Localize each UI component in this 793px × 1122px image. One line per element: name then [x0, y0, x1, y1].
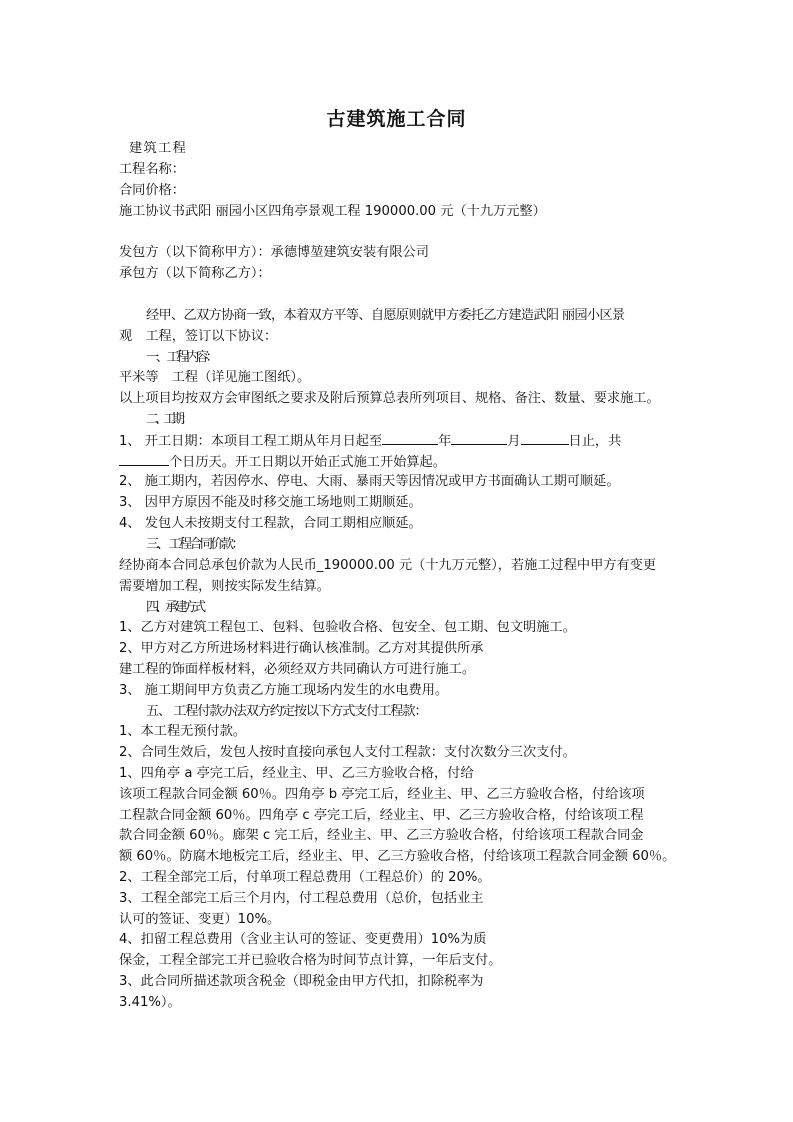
contract-price-label: 合同价格：	[119, 183, 185, 198]
section-1-line-1: 平米等 工程（详见施工图纸）。	[119, 370, 311, 385]
payment-line-4: 款合同金额 60％。廊架 c 完工后，经业主、甲、乙三方验收合格，付给该项工程款合同金	[119, 828, 644, 843]
intro-line-1: 经甲、乙双方协商一致，本着双方平等、自愿原则就甲方委托乙方建造武阳 丽园小区景	[146, 308, 625, 323]
section-3-heading: 三、 工程合同价款：	[146, 537, 242, 552]
section-2-item-1	[119, 431, 679, 452]
payment-line-3: 工程款合同金额 60％。四角亭 c 亭完工后，经业主、甲、乙三方验收合格，付给该项工程	[119, 808, 644, 823]
section-4-item-2b: 建工程的饰面样板材料，必须经双方共同确认方可进行施工。	[119, 662, 476, 677]
section-5-item-1: 1、本工程无预付款。	[119, 724, 247, 739]
section-5-item-3b: 认可的签证、变更）10%。	[119, 912, 281, 927]
document-title: 古建筑施工合同	[326, 108, 467, 130]
section-5-item-5b: 3.41%）。	[119, 995, 181, 1010]
item-1-text-e: 个日历天。开工日期以开始正式施工开始算起。	[169, 455, 446, 470]
agreement-line: 施工协议书武阳 丽园小区四角亭景观工程 190000.00 元（十九万元整）	[119, 204, 546, 219]
party-a-line: 发包方（以下简称甲方）：承德博堃建筑安装有限公司	[119, 245, 429, 260]
blank-underline	[119, 452, 169, 466]
section-2-item-4: 4、 发包人未按期支付工程款，合同工期相应顺延。	[119, 516, 422, 531]
section-5-item-3a: 3、工程全部完工后三个月内，付工程总费用（总价，包括业主	[119, 891, 484, 906]
section-5-heading: 五、 工程付款办法双方约定按以下方式支付工程款：	[146, 704, 427, 719]
section-3-line-1: 经协商本合同总承包价款为人民币_190000.00 元（十九万元整），若施工过程中甲方有变更	[119, 558, 657, 573]
section-2-item-3: 3、 因甲方原因不能及时移交施工场地则工期顺延。	[119, 495, 422, 510]
section-4-item-1: 1、乙方对建筑工程包工、包料、包验收合格、包安全、包工期、包文明施工。	[119, 620, 576, 635]
section-3-line-2: 需要增加工程，则按实际发生结算。	[119, 579, 330, 594]
section-2-heading: 二、 工期：	[146, 412, 190, 427]
section-4-item-2a: 2、甲方对乙方所进场材料进行确认核准制。乙方对其提供所承	[119, 641, 484, 656]
section-5-item-2: 2、合同生效后，发包人按时直接向承包人支付工程款：支付次数分三次支付。	[119, 745, 576, 760]
section-1-heading: 一、 工程内容：	[146, 350, 216, 365]
item-1-text-a: 1、 开工日期：本项目工程工期从年月日起至	[119, 434, 383, 449]
section-4-item-3: 3、 施工期间甲方负责乙方施工现场内发生的水电费用。	[119, 683, 449, 698]
section-4-heading: 四、 承建方式	[146, 600, 203, 615]
blank-underline	[451, 431, 507, 445]
section-5-item-2b: 2、工程全部完工后，付单项工程总费用（工程总价）的 20%。	[119, 870, 491, 885]
section-5-item-4a: 4、扣留工程总费用（含业主认可的签证、变更费用）10%为质	[119, 932, 487, 947]
party-b-line: 承包方（以下简称乙方）：	[119, 266, 271, 281]
item-1-text-b: 年	[438, 434, 452, 449]
blank-underline	[521, 431, 569, 445]
section-2-item-2: 2、 施工期内，若因停水、停电、大雨、暴雨天等因情况或甲方书面确认工期可顺延。	[119, 474, 620, 489]
item-1-text-d: 日止，共	[568, 434, 622, 449]
category-line: 建 筑 工 程	[129, 141, 185, 156]
payment-line-1: 1、四角亭 a 亭完工后，经业主、甲、乙三方验收合格，付给	[119, 766, 474, 781]
item-1-text-c: 月	[507, 434, 521, 449]
blank-underline	[382, 431, 438, 445]
intro-line-2: 观 工程，签订以下协议：	[119, 329, 278, 344]
payment-line-5: 额 60％。防腐木地板完工后，经业主、甲、乙三方验收合格，付给该项工程款合同金额 60％。	[119, 849, 676, 864]
project-name-label: 工程名称：	[119, 162, 185, 177]
section-5-item-5a: 3、此合同所描述款项含税金（即税金由甲方代扣，扣除税率为	[119, 974, 484, 989]
payment-line-2: 该项工程款合同金额 60％。四角亭 b 亭完工后，经业主、甲、乙三方验收合格，付给该项	[119, 787, 645, 802]
section-1-line-2: 以上项目均按双方会审图纸之要求及附后预算总表所列项目、规格、备注、数量、要求施工。	[119, 391, 660, 406]
section-5-item-4b: 保金，工程全部完工并已验收合格为时间节点计算，一年后支付。	[119, 953, 502, 968]
section-2-item-1-cont	[119, 452, 679, 473]
